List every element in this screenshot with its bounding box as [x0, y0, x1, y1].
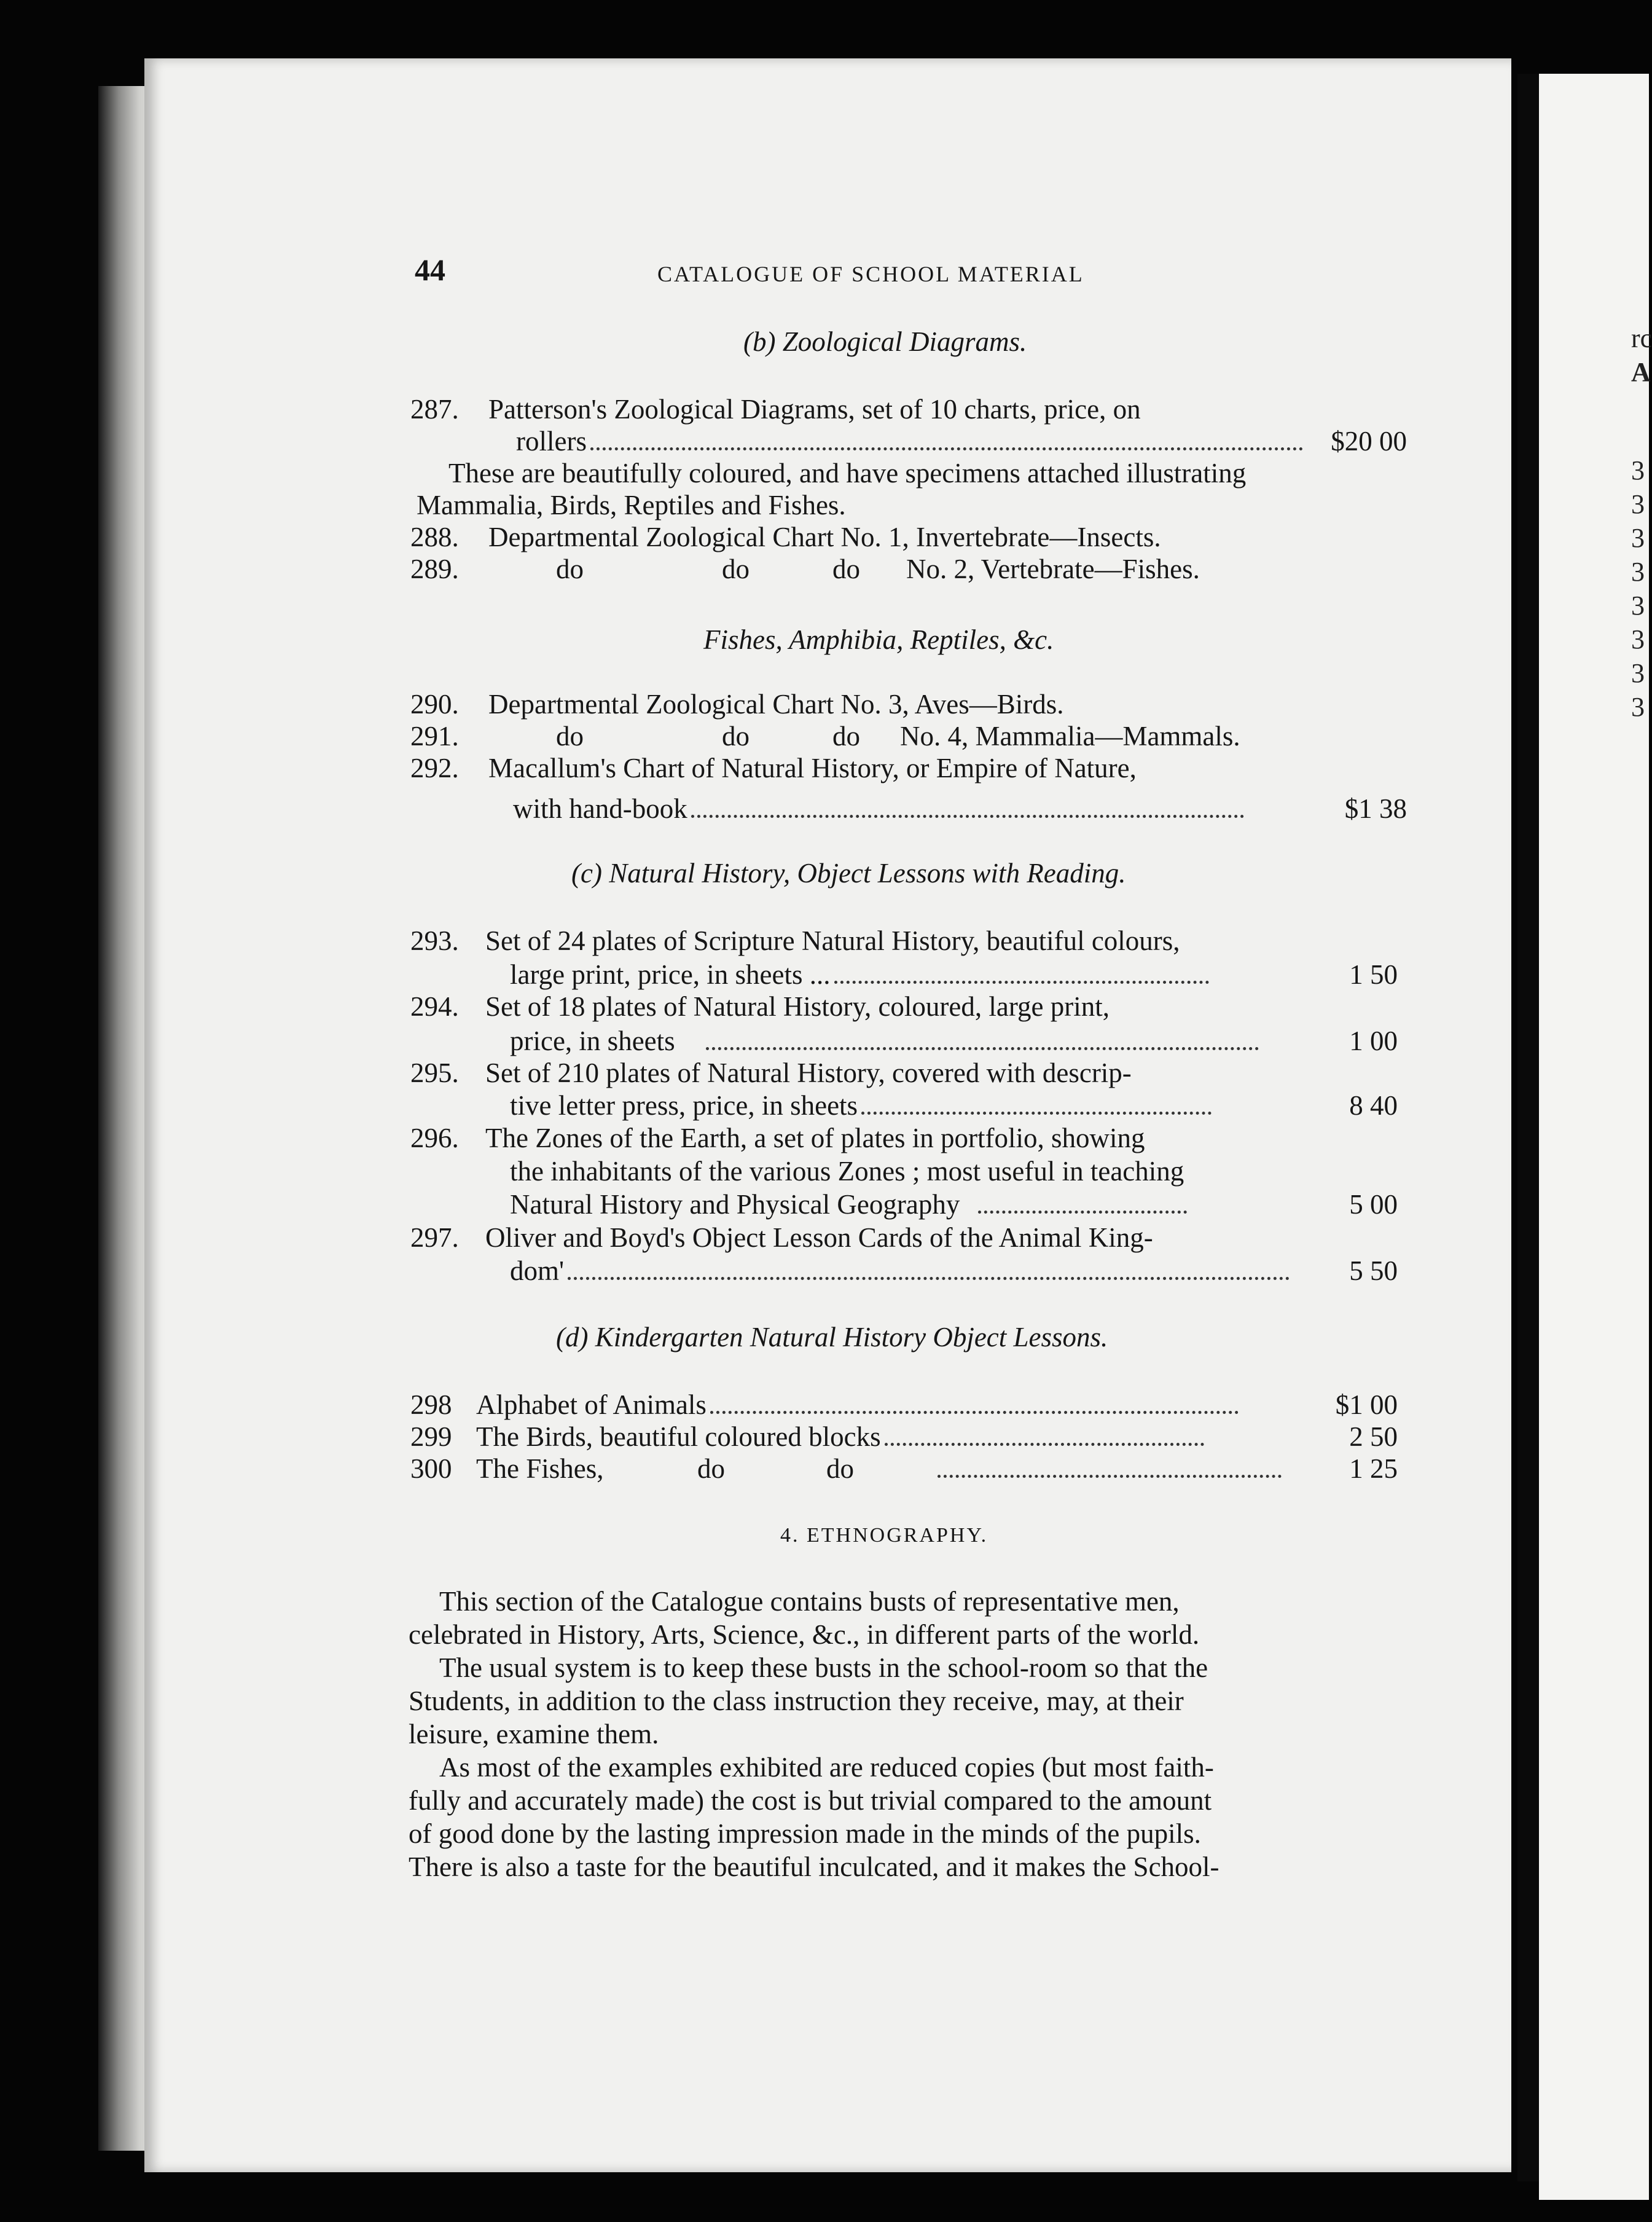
item-text: dom'	[510, 1255, 1293, 1287]
item-number: 292.	[410, 753, 459, 783]
adjacent-page	[1539, 74, 1649, 2200]
item-text: No. 2, Vertebrate—Fishes.	[906, 554, 1200, 584]
item-text: Set of 18 plates of Natural History, coloured, large print,	[485, 991, 1110, 1022]
ethnography-text: leisure, examine them.	[409, 1719, 659, 1749]
item-price: 8 40	[1349, 1090, 1398, 1121]
adjacent-digit: 3	[1631, 557, 1645, 587]
adjacent-digit: 3	[1631, 591, 1645, 621]
item-text: the inhabitants of the various Zones ; most useful in teaching	[510, 1156, 1184, 1187]
section-heading-c: (c) Natural History, Object Lessons with Reading.	[571, 858, 1126, 889]
item-text: Set of 210 plates of Natural History, covered with descrip-	[485, 1058, 1132, 1088]
item-price: 2 50	[1349, 1421, 1398, 1452]
item-number: 293.	[410, 925, 459, 956]
item-price: 5 00	[1349, 1189, 1398, 1220]
page-number: 44	[415, 253, 445, 287]
item-text: Natural History and Physical Geography	[510, 1188, 1191, 1220]
item-number: 291.	[410, 721, 459, 752]
item-price: 1 00	[1349, 1026, 1398, 1056]
adjacent-digit: 3	[1631, 624, 1645, 654]
ditto-mark: do	[556, 721, 584, 752]
ditto-mark: do	[826, 1453, 854, 1484]
item-number: 289.	[410, 554, 459, 584]
item-price: $20 00	[1331, 426, 1407, 457]
item-number: 297.	[410, 1222, 459, 1253]
adjacent-digit: 3	[1631, 523, 1645, 553]
item-price: 1 25	[1349, 1453, 1398, 1484]
item-price: $1 38	[1344, 793, 1407, 824]
item-number: 288.	[410, 522, 459, 552]
item-number: 295.	[410, 1058, 459, 1088]
section-heading-d: (d) Kindergarten Natural History Object Lessons.	[556, 1322, 1108, 1352]
ditto-mark: do	[832, 554, 860, 584]
item-number: 299	[410, 1421, 452, 1452]
item-number: 300	[410, 1453, 452, 1484]
item-text: The Fishes,	[476, 1453, 604, 1484]
ditto-mark: do	[697, 1453, 725, 1484]
item-text: Macallum's Chart of Natural History, or Empire of Nature,	[488, 753, 1137, 783]
ethnography-text: fully and accurately made) the cost is but trivial compared to the amount	[409, 1785, 1212, 1816]
running-title: CATALOGUE OF SCHOOL MATERIAL	[657, 262, 1084, 286]
item-text: tive letter press, price, in sheets	[510, 1089, 1215, 1121]
item-text: The Birds, beautiful coloured blocks	[476, 1421, 1208, 1453]
item-text: Departmental Zoological Chart No. 1, Invertebrate—Insects.	[488, 522, 1161, 552]
item-text: with hand-book	[513, 793, 1248, 825]
section-heading-ethnography: 4. ETHNOGRAPHY.	[780, 1524, 988, 1547]
ethnography-text: There is also a taste for the beautiful inculcated, and it makes the School-	[409, 1851, 1219, 1882]
adjacent-text-rc: rc	[1631, 323, 1652, 353]
ethnography-text: This section of the Catalogue contains busts of representative men,	[439, 1586, 1180, 1617]
item-text: price, in sheets	[510, 1025, 1262, 1057]
ditto-mark: do	[722, 721, 750, 752]
ditto-mark: do	[556, 554, 584, 584]
item-number: 298	[410, 1389, 452, 1420]
page-gutter	[1517, 74, 1539, 2181]
section-heading-b: (b) Zoological Diagrams.	[743, 326, 1027, 357]
item-text: No. 4, Mammalia—Mammals.	[900, 721, 1240, 752]
ethnography-text: Students, in addition to the class instruction they receive, may, at their	[409, 1686, 1184, 1716]
ethnography-text: celebrated in History, Arts, Science, &c., in different parts of the world.	[409, 1619, 1200, 1650]
item-note: These are beautifully coloured, and have specimens attached illustrating	[448, 458, 1247, 489]
section-heading-fishes: Fishes, Amphibia, Reptiles, &c.	[703, 624, 1054, 655]
item-text: rollers	[516, 425, 1307, 457]
ethnography-text: The usual system is to keep these busts in the school-room so that the	[439, 1652, 1208, 1683]
item-text: large print, price, in sheets ...	[510, 959, 1213, 991]
item-note: Mammalia, Birds, Reptiles and Fishes.	[417, 490, 846, 520]
item-price: 1 50	[1349, 959, 1398, 990]
adjacent-digit: 3	[1631, 455, 1645, 485]
item-number: 290.	[410, 689, 459, 720]
item-price: 5 50	[1349, 1255, 1398, 1286]
item-text: The Zones of the Earth, a set of plates in portfolio, showing	[485, 1123, 1145, 1153]
ethnography-text: of good done by the lasting impression made in the minds of the pupils.	[409, 1818, 1201, 1849]
item-number: 294.	[410, 991, 459, 1022]
leader-dots	[934, 1453, 1285, 1485]
item-text: Departmental Zoological Chart No. 3, Aves—Birds.	[488, 689, 1064, 720]
adjacent-digit: 3	[1631, 692, 1645, 722]
item-number: 296.	[410, 1123, 459, 1153]
adjacent-text-a: A	[1631, 357, 1651, 387]
ditto-mark: do	[722, 554, 750, 584]
ditto-mark: do	[832, 721, 860, 752]
ethnography-text: As most of the examples exhibited are reduced copies (but most faith-	[439, 1752, 1214, 1783]
item-text: Set of 24 plates of Scripture Natural History, beautiful colours,	[485, 925, 1180, 956]
item-number: 287.	[410, 394, 459, 425]
adjacent-digit: 3	[1631, 658, 1645, 688]
item-text: Alphabet of Animals	[476, 1389, 1242, 1421]
item-text: Patterson's Zoological Diagrams, set of 10 charts, price, on	[488, 394, 1141, 425]
adjacent-digit: 3	[1631, 489, 1645, 519]
item-text: Oliver and Boyd's Object Lesson Cards of the Animal King-	[485, 1222, 1153, 1253]
item-price: $1 00	[1335, 1389, 1398, 1420]
